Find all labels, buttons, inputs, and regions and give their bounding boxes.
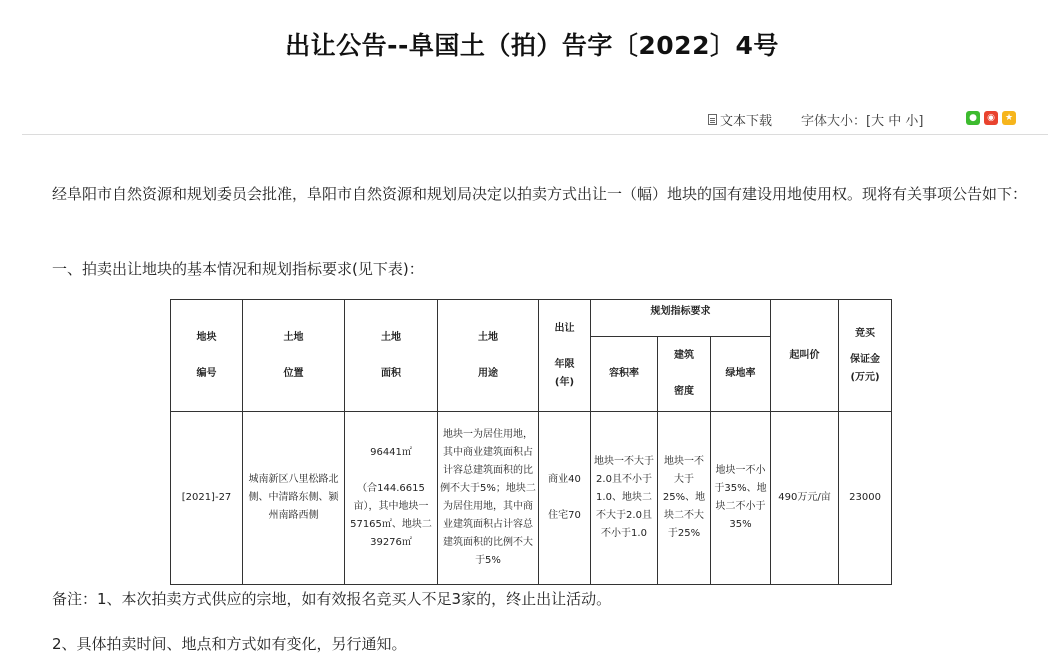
download-label: 文本下载 [720,114,773,129]
font-size-label: 字体大小： [801,114,867,129]
cell-term: 商业40 住宅70 [539,412,591,585]
share-bar [966,111,1016,125]
header-id: 地块 编号 [171,300,243,412]
cell-deposit: 23000 [839,412,892,585]
header-density: 建筑 密度 [658,337,711,412]
header-location: 土地 位置 [243,300,345,412]
intro-paragraph: 经阜阳市自然资源和规划委员会批准，阜阳市自然资源和规划局决定以拍卖方式出让一（幅）地块的国有建设用地使用权。现将有关事项公告如下： [52,185,1028,203]
font-size-bracket-open: [ [866,114,872,129]
land-table [170,299,892,585]
cell-area: 96441㎡ （合144.6615亩），其中地块一57165㎡、地块二39276㎡ [345,412,438,585]
qzone-icon[interactable]: ★ [1002,111,1016,125]
note-1: 备注：1、本次拍卖方式供应的宗地，如有效报名竞买人不足3家的，终止出让活动。 [52,590,612,608]
header-deposit: 竞买 保证金 (万元) [839,300,892,412]
font-size-control [801,110,924,129]
header-area: 土地 面积 [345,300,438,412]
cell-price: 490万元/亩 [771,412,839,585]
wechat-icon[interactable]: ● [966,111,980,125]
font-large-button[interactable]: 大 [871,114,885,129]
section-heading: 一、拍卖出让地块的基本情况和规划指标要求(见下表)： [52,260,424,278]
header-far: 容积率 [591,337,658,412]
cell-use: 地块一为居住用地，其中商业建筑面积占计容总建筑面积的比例不大于5%；地块二为居住用地，其中商业建筑面积占计容总建筑面积的比例不大于5% [438,412,539,585]
font-size-bracket-close: ] [918,114,924,129]
divider [22,134,1048,135]
download-button[interactable] [708,110,772,129]
cell-far: 地块一不大于2.0且不小于1.0、地块二不大于2.0且不小于1.0 [591,412,658,585]
page-title: 出让公告--阜国土（拍）告字〔2022〕4号 [285,31,779,60]
header-term: 出让 年限 (年) [539,300,591,412]
header-green: 绿地率 [711,337,771,412]
cell-id: [2021]-27 [171,412,243,585]
font-medium-button[interactable]: 中 [888,114,902,129]
header-planning: 规划指标要求 [591,300,771,337]
cell-location: 城南新区八里松路北侧、中清路东侧、颍州南路西侧 [243,412,345,585]
header-use: 土地 用途 [438,300,539,412]
table-row [171,412,892,585]
note-2: 2、具体拍卖时间、地点和方式如有变化，另行通知。 [52,635,407,653]
font-small-button[interactable]: 小 [905,114,919,129]
weibo-icon[interactable]: ◉ [984,111,998,125]
cell-green: 地块一不小于35%、地块二不小于35% [711,412,771,585]
document-icon [708,114,717,125]
cell-density: 地块一不大于25%、地块二不大于25% [658,412,711,585]
header-price: 起叫价 [771,300,839,412]
